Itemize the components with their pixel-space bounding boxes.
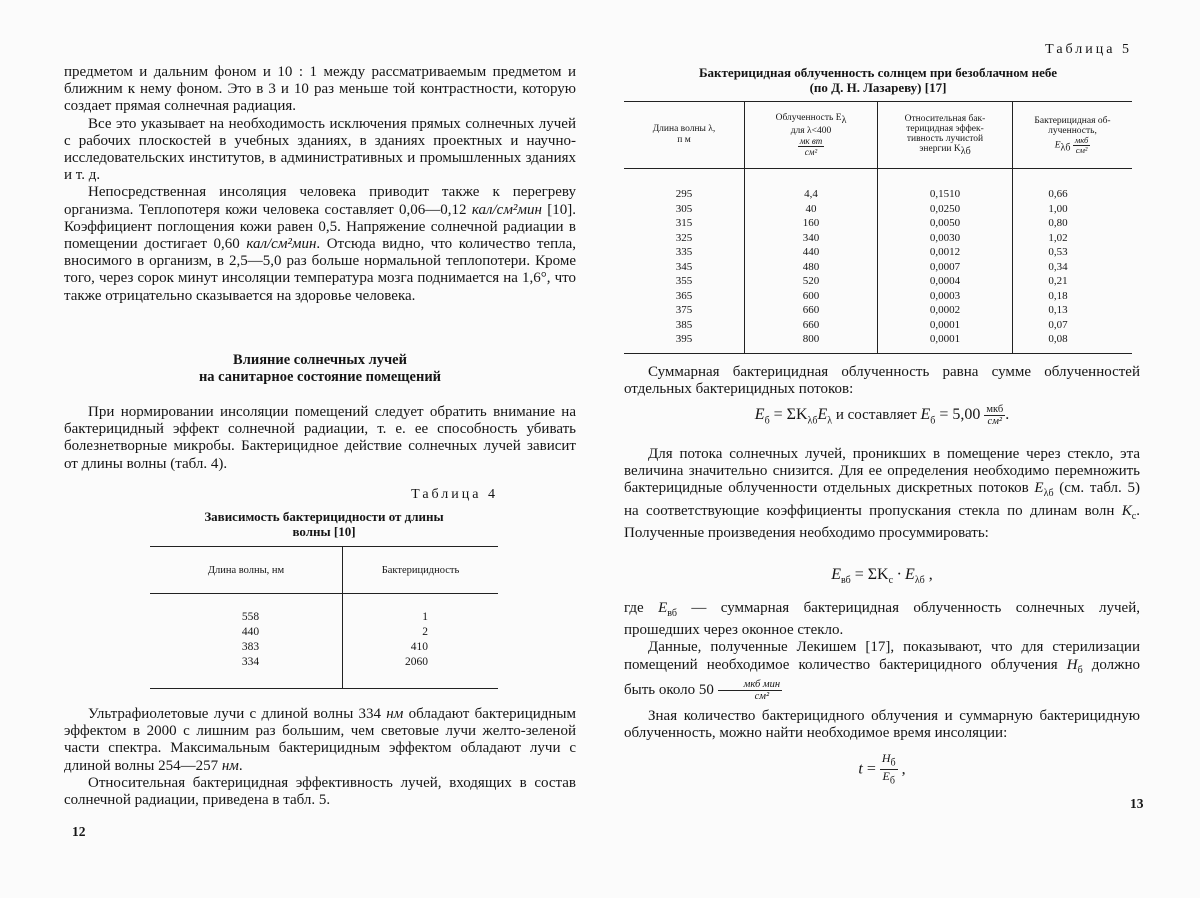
table-row <box>624 260 1132 275</box>
table-cell: 410 <box>410 641 428 653</box>
heading-line: на санитарное состояние помещений <box>198 369 442 385</box>
table-row <box>624 303 1132 318</box>
table-cell: 375 <box>624 303 745 318</box>
formula-total-irradiance: $E_б = \Sigma K_{\lambda б}E_\lambda$ и составляет $E_б = 5,00$ $\frac{\text{мкб}}{\text{см²}}$ . <box>754 404 1010 427</box>
paragraph: Суммарная бактерицидная облученность равна сумме облученностей отдельных бактерицидных потоков: <box>624 364 1140 398</box>
column-header: Длина волны λ, п м <box>624 102 745 169</box>
table-5-grid <box>624 101 1132 354</box>
table-title <box>624 65 1132 95</box>
table-title-line: волны [10] <box>292 524 356 539</box>
page-number: 13 <box>1130 796 1144 811</box>
left-text-bottom <box>64 706 576 809</box>
table-cell: 660 <box>745 318 878 333</box>
page-number: 12 <box>72 824 86 839</box>
table-cell: 0,0001 <box>878 332 1013 347</box>
formula-insolation-time: t = $\frac{H_б}{E_б}$ , <box>858 751 906 787</box>
table-cell: 40 <box>745 202 878 217</box>
paragraph: Данные, полученные Лекишем [17], показывают, что для стерилизации помещений необходимое количество бактерицидного облучения $H_б$ должно быть около 50 $\frac{\text{мкб мин}}{\text{см²}}$ <box>624 639 1141 702</box>
paragraph: предметом и дальним фоном и 10 : 1 между рассматриваемым предметом и ближним к нему фоном. Это в 3 и 10 раз меньше той контрастности, которую создает прямая солнечная радиация. <box>64 64 576 115</box>
table-cell: 340 <box>745 231 878 246</box>
table-row <box>150 640 498 655</box>
paragraph: При нормировании инсоляции помещений следует обратить внимание на бактерицидный эффект солнечной радиации, т. е. ее способность убивать болезнетворные микробы. Бактерицидное действие солнечных лучей зависит от длины волны (табл. 4). <box>64 404 576 472</box>
column-header: Относительная бак- терицидная эффек- тивность лучистой энергии $K_{\lambda б}$ <box>878 102 1013 169</box>
table-cell: 0,0007 <box>878 260 1013 275</box>
right-text-top <box>624 364 1140 398</box>
table-title-line: Бактерицидная облученность солнцем при безоблачном небе <box>698 65 1058 80</box>
table-cell: 1 <box>422 611 428 623</box>
paragraph: Для потока солнечных лучей, проникших в помещение через стекло, эта величина значительно снизится. Для ее определения необходимо перемножить бактерицидные облученности отдельных дискретных потоков $E_{\lambda б}$ (см. табл. 5) на соответствующие коэффициенты пропускания стекла по длинам волн $K_с$. Полученные произведения необходимо просуммировать: <box>624 446 1140 541</box>
table-cell: 0,0002 <box>878 303 1013 318</box>
table-cell: 385 <box>624 318 745 333</box>
table-cell: 0,0012 <box>878 245 1013 260</box>
table-cell: 355 <box>624 274 745 289</box>
table-label: Таблица 5 <box>1045 42 1132 57</box>
table-row <box>624 289 1132 304</box>
table-cell: 365 <box>624 289 745 304</box>
table-cell: 600 <box>745 289 878 304</box>
column-header: Бактерицидность <box>381 564 460 576</box>
table-cell: 0,66 <box>1048 188 1068 200</box>
table-row <box>624 332 1132 347</box>
table-4 <box>150 487 498 689</box>
table-5-body <box>624 169 1132 354</box>
heading-line: Влияние солнечных лучей <box>233 352 407 368</box>
paragraph: Непосредственная инсоляция человека приводит также к перегреву организма. Теплопотеря кожи человека составляет 0,06—0,12 кал/см²мин [10]. Коэффициент поглощения кожи равен 0,5. Напряжение солнечной радиации в помещении достигает 0,60 кал/см²мин. Отсюда видно, что количество тепла, вносимого в организм, в 2,5—5,0 раз больше нормальной теплопотери. Кроме того, через сорок минут инсоляции температура мозга поднимается на 1,6°, что также отрицательно сказывается на здоровье человека. <box>64 184 577 304</box>
paragraph: Зная количество бактерицидного облучения и суммарную бактерицидную облученность, можно найти необходимое время инсоляции: <box>624 707 1140 742</box>
left-text-middle <box>64 404 576 473</box>
table-cell: 325 <box>624 231 745 246</box>
table-cell: 0,53 <box>1048 246 1068 258</box>
column-header: Облученность $E_\lambda$ для λ<400 $\frac{\text{мк вт}}{\text{см²}}$ <box>745 102 878 169</box>
table-label: Таблица 4 <box>411 487 498 502</box>
table-row <box>624 318 1132 333</box>
table-cell: 558 <box>150 610 343 625</box>
table-cell: 440 <box>745 245 878 260</box>
table-cell: 0,34 <box>1048 260 1068 273</box>
column-header: Бактерицидная об- лученность, $E_{\lambda б}$ $\frac{\text{мкб}}{\text{см²}}$ <box>1034 115 1111 155</box>
table-title-line: (по Д. Н. Лазареву) [17] <box>809 80 947 95</box>
table-row <box>624 245 1132 260</box>
table-cell: 660 <box>745 303 878 318</box>
table-row <box>624 231 1132 246</box>
table-cell: 2 <box>422 626 428 638</box>
table-row <box>624 202 1132 217</box>
table-cell: 334 <box>150 655 343 670</box>
table-cell: 0,0004 <box>878 274 1013 289</box>
paragraph: Ультрафиолетовые лучи с длиной волны 334 нм обладают бактерицидным эффектом в 2000 с лишним раз большим, чем световые лучи желто-зеленой части спектра. Максимальным бактерицидным эффектом обладают лучи с длиной волны 254—257 нм. <box>64 706 576 774</box>
right-text-middle <box>624 446 1140 542</box>
table-title-line: Зависимость бактерицидности от длины <box>204 509 444 524</box>
table-cell: 335 <box>624 245 745 260</box>
table-cell: 0,07 <box>1048 318 1068 331</box>
table-cell: 0,08 <box>1048 333 1068 345</box>
table-cell: 800 <box>745 332 878 347</box>
table-cell: 1,00 <box>1048 202 1068 215</box>
table-row <box>150 610 498 625</box>
table-cell: 383 <box>150 640 343 655</box>
section-heading <box>64 352 576 386</box>
formula-glass-irradiance: $E_{вб} = \Sigma K_с \cdot E_{\lambda б}$ , <box>831 566 933 587</box>
table-cell: 1,02 <box>1048 231 1068 244</box>
table-cell: 0,13 <box>1048 304 1068 316</box>
table-row <box>624 274 1132 289</box>
table-5 <box>624 42 1132 354</box>
table-4-grid <box>150 546 498 689</box>
table-cell: 295 <box>624 187 745 202</box>
table-cell: 0,0003 <box>878 289 1013 304</box>
table-row <box>624 216 1132 231</box>
table-cell: 0,21 <box>1048 275 1068 287</box>
table-cell: 0,0050 <box>878 216 1013 231</box>
right-text-lower <box>624 600 1140 742</box>
table-row <box>624 187 1132 202</box>
table-cell: 480 <box>745 260 878 275</box>
table-row <box>150 655 498 670</box>
paragraph: Относительная бактерицидная эффективность лучей, входящих в состав солнечной радиации, приведена в табл. 5. <box>64 774 576 809</box>
table-cell: 4,4 <box>745 187 878 202</box>
table-cell: 160 <box>745 216 878 231</box>
table-cell: 0,0001 <box>878 318 1013 333</box>
table-cell: 0,1510 <box>878 187 1013 202</box>
table-4-body <box>150 594 498 689</box>
right-page <box>600 0 1200 898</box>
table-cell: 395 <box>624 332 745 347</box>
left-text-top <box>64 64 576 305</box>
table-row <box>150 625 498 640</box>
table-cell: 315 <box>624 216 745 231</box>
table-title <box>150 509 498 539</box>
table-cell: 305 <box>624 202 745 217</box>
table-cell: 520 <box>745 274 878 289</box>
column-header: Длина волны, нм <box>150 547 343 594</box>
table-cell: 0,80 <box>1048 217 1068 229</box>
table-cell: 345 <box>624 260 745 275</box>
table-cell: 2060 <box>405 656 428 668</box>
paragraph: Все это указывает на необходимость исключения прямых солнечных лучей с рабочих плоскостей в учебных зданиях, в зданиях проектных и научно-исследовательских институтов, в административных и промышленных зданиях и т. д. <box>64 115 576 184</box>
table-cell: 0,0030 <box>878 231 1013 246</box>
table-cell: 440 <box>150 625 343 640</box>
paragraph: где $E_{вб}$ — суммарная бактерицидная облученность солнечных лучей, прошедших через оконное стекло. <box>624 600 1140 639</box>
table-cell: 0,0250 <box>878 202 1013 217</box>
table-cell: 0,18 <box>1048 289 1068 302</box>
